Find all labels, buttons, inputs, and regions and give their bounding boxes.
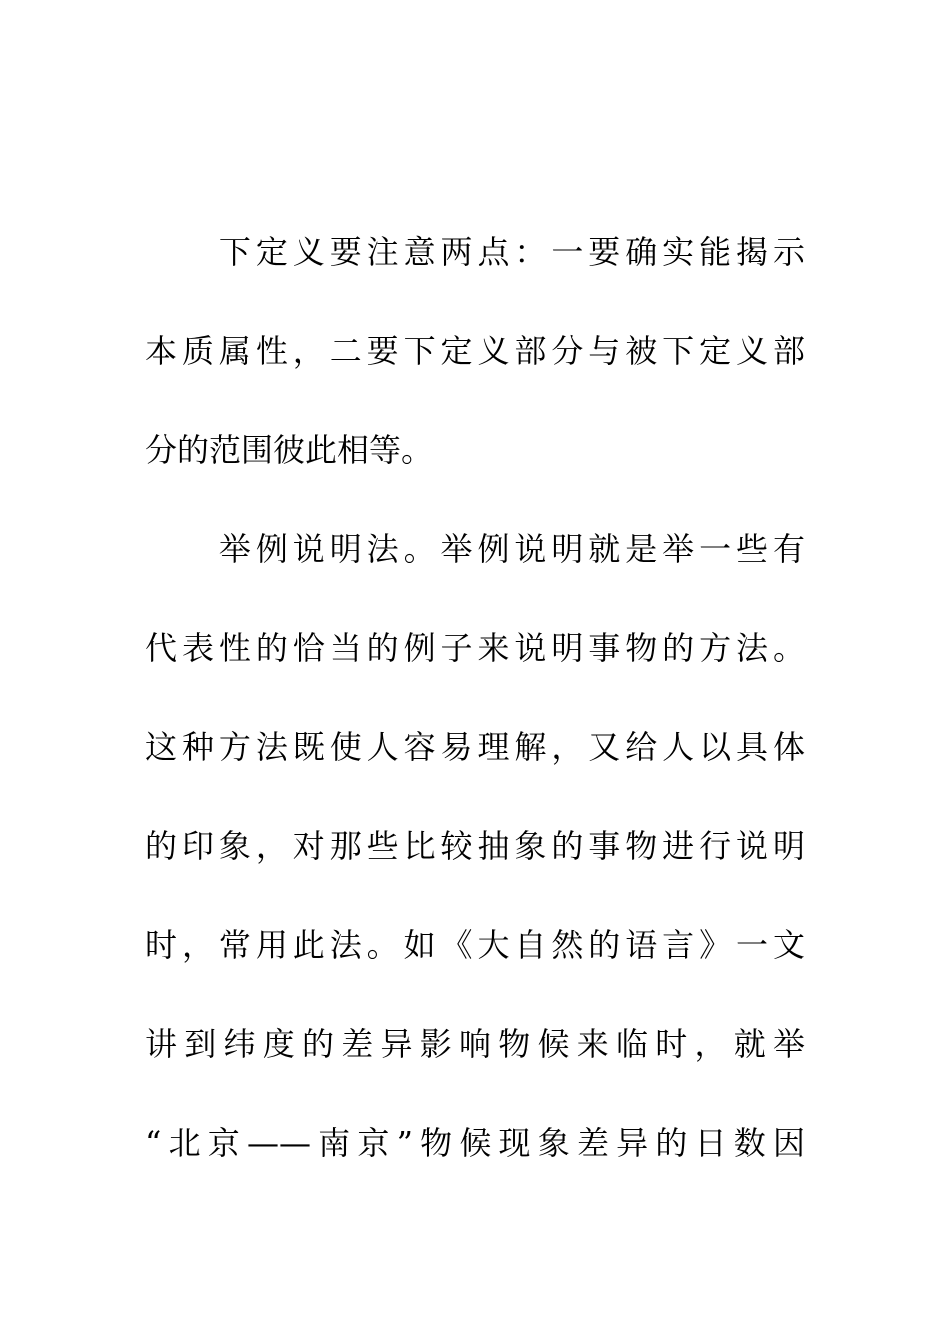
text-line: 时，常用此法。如《大自然的语言》一文 bbox=[145, 926, 805, 964]
text-line: 下定义要注意两点：一要确实能揭示 bbox=[145, 233, 805, 271]
text-line: “北京——南京”物候现象差异的日数因 bbox=[145, 1124, 805, 1162]
text-line: 举例说明法。举例说明就是举一些有 bbox=[145, 530, 805, 568]
text-line: 代表性的恰当的例子来说明事物的方法。 bbox=[145, 629, 805, 667]
body-text bbox=[145, 222, 805, 1212]
text-line: 的印象，对那些比较抽象的事物进行说明 bbox=[145, 827, 805, 865]
text-line: 这种方法既使人容易理解，又给人以具体 bbox=[145, 728, 805, 766]
text-line: 本质属性，二要下定义部分与被下定义部 bbox=[145, 332, 805, 370]
text-line: 分的范围彼此相等。 bbox=[145, 431, 434, 469]
text-line: 讲到纬度的差异影响物候来临时，就举 bbox=[145, 1025, 805, 1063]
